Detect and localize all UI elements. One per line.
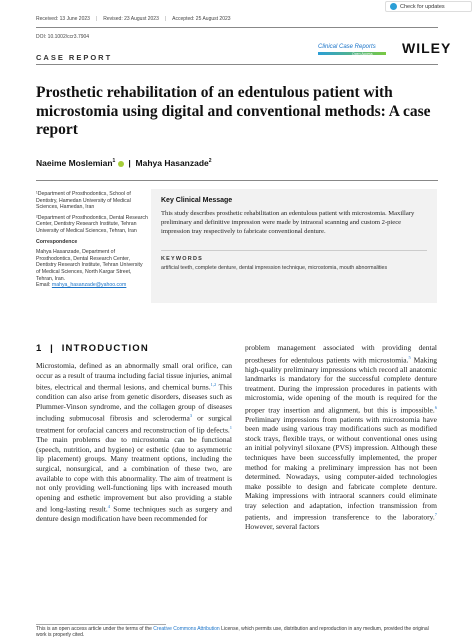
article-title: Prosthetic rehabilitation of an edentulous patient with microstomia using digital and conventional methods: A case report [36,84,431,138]
correspondence-email-line [36,282,148,289]
orcid-icon[interactable] [118,161,124,167]
license-text-b: License, which permits use, distribution and reproduction in any medium, provided the original work is properly cited. [36,626,429,638]
journal-name[interactable]: Clinical Case Reports [318,44,376,50]
section-heading-introduction [36,343,149,354]
received-date: Received: 13 June 2023 [36,16,90,22]
check-for-updates-badge[interactable] [385,1,472,12]
author-2-affil: 2 [208,158,212,165]
key-message-text: This study describes prosthetic rehabilitation an edentulous patient with microstomia. Maxillary preliminary and definitive impression were made by intraoral scanning and custom 2-piece impression tray respectively to fabricate conventional denture. [161,210,415,236]
author-list [36,158,212,168]
accepted-date: Accepted: 25 August 2023 [172,16,231,22]
affiliations [36,191,148,289]
publisher-logo[interactable]: WILEY [402,40,452,56]
footnote-divider [36,624,166,625]
paragraph-text: Some techniques such as surgery and denture design modification have been recommended for [36,504,232,524]
keywords-heading: KEYWORDS [161,256,203,262]
paragraph-text: Making high-quality preliminary impressions which record all anatomic landmarks is mandatory for the successful complete denture treatment. During the impression procedures in patients with microstomia, wide opening of the mouth is required for the proper tray insertion and alignment, but this is impossible. [245,355,438,415]
paragraph-text: However, several factors [245,522,320,532]
paragraph-text: The main problems due to microstomia can be functional (speech, nutrition, and hygiene) or esthetic (due to asymmetric lip placement) groups. Many treatment options, including the surgical, nonsurgical, and a combination of these two, are available to cope with this abnormality. The aim of treatment is not only providing well-functioning lips with increased mouth opening and esthetic improvement but also providing a stable and long-lasting result. [36,435,232,514]
paragraph-text: problem management associated with providing dental prostheses for edentulous patients with microstomia. [245,343,437,365]
correspondence-heading: Correspondence [36,238,78,245]
license-footnote [36,626,438,638]
section-number: 1 [36,343,43,354]
revised-date: Revised: 23 August 2023 [103,16,159,22]
citation-link[interactable]: 7 [434,512,437,518]
email-label: Email: [36,282,51,289]
section-title: INTRODUCTION [61,343,149,354]
section-separator: | [50,343,55,354]
paragraph-text: This condition can also arise from genetic disorders, diseases such as Plummer-Vinson syndrome, and the collagen group of diseases including submucosal fibrosis and scleroderma [36,382,232,423]
paragraph-text: or surgical treatment for orofacial cancers and reconstruction of lip defects. [36,413,233,435]
license-text-a: This is an open access article under the terms of the [36,626,152,632]
citation-link[interactable]: 6 [434,404,437,410]
check-updates-label: Check for updates [400,3,445,10]
date-separator: | [95,16,98,22]
type-divider [36,64,438,65]
body-column-left [36,361,232,524]
citation-link[interactable]: 1 [229,425,232,431]
doi-label[interactable]: DOI: 10.1002/ccr3.7904 [36,34,90,40]
correspondence-text: Mahya Hasanzade, Department of Prosthodontics, Dental Research Center, Dentistry Research Institute, Tehran University of Medical Sciences, North Kargar Street, Tehran, Iran. [36,249,143,282]
affiliation-2: ²Department of Prosthodontics, Dental Research Center, Dentistry Research Institute, Tehran University of Medical Sciences, Tehran, Iran [36,214,148,234]
email-link[interactable]: mahya_hasanzade@yahoo.com [51,282,127,289]
license-link[interactable]: Creative Commons Attribution [153,626,220,632]
key-clinical-message-box [151,189,437,303]
citation-link[interactable]: 1,2 [210,382,217,388]
author-2[interactable]: Mahya Hasanzade [135,158,209,168]
author-1[interactable]: Naeime Moslemian [36,158,113,168]
update-icon [390,3,397,10]
paragraph-text: Microstomia, defined as an abnormally small oral orifice, can occur as a result of trauma including facial tissue injuries, animal bites, electrical and thermal lesions, and chemical burns. [36,361,232,392]
author-1-affil: 1 [112,158,116,165]
key-message-heading: Key Clinical Message [161,197,233,204]
article-type: CASE REPORT [36,53,113,62]
body-column-right [245,343,437,532]
header-divider [36,27,438,28]
citation-link[interactable]: 5 [408,354,411,360]
paragraph-text: Preliminary impressions from patients with microstomia have been made using various tray modifications such as modified stock trays, flexible trays, or without conventional ones using an initial polyvinyl siloxane (PVS) impression. Although these techniques have been successfully implemented, the proper method for making a preliminary impression has not been determined. Nowadays, using computer-aided technologies make possible to design and fabricate complete denture. Making impressions with intraoral scanners could eliminate tray selection and adaptation, infection transmission from patients, and impression transference to the laboratory. [245,414,437,522]
keywords-list: artificial teeth, complete denture, dental impression technique, microstomia, mouth abnormalities [161,265,388,271]
affiliation-1: ¹Department of Prosthodontics, School of Dentistry, Hamedan University of Medical Sciences, Hamedan, Iran [36,191,131,211]
citation-link[interactable]: 4 [107,504,110,510]
journal-access-label: Open Access [352,52,373,56]
author-separator: | [128,158,131,168]
article-dates [36,16,237,22]
author-divider [36,180,438,181]
key-message-divider [161,250,427,251]
citation-link[interactable]: 3 [189,413,193,419]
date-separator: | [164,16,167,22]
